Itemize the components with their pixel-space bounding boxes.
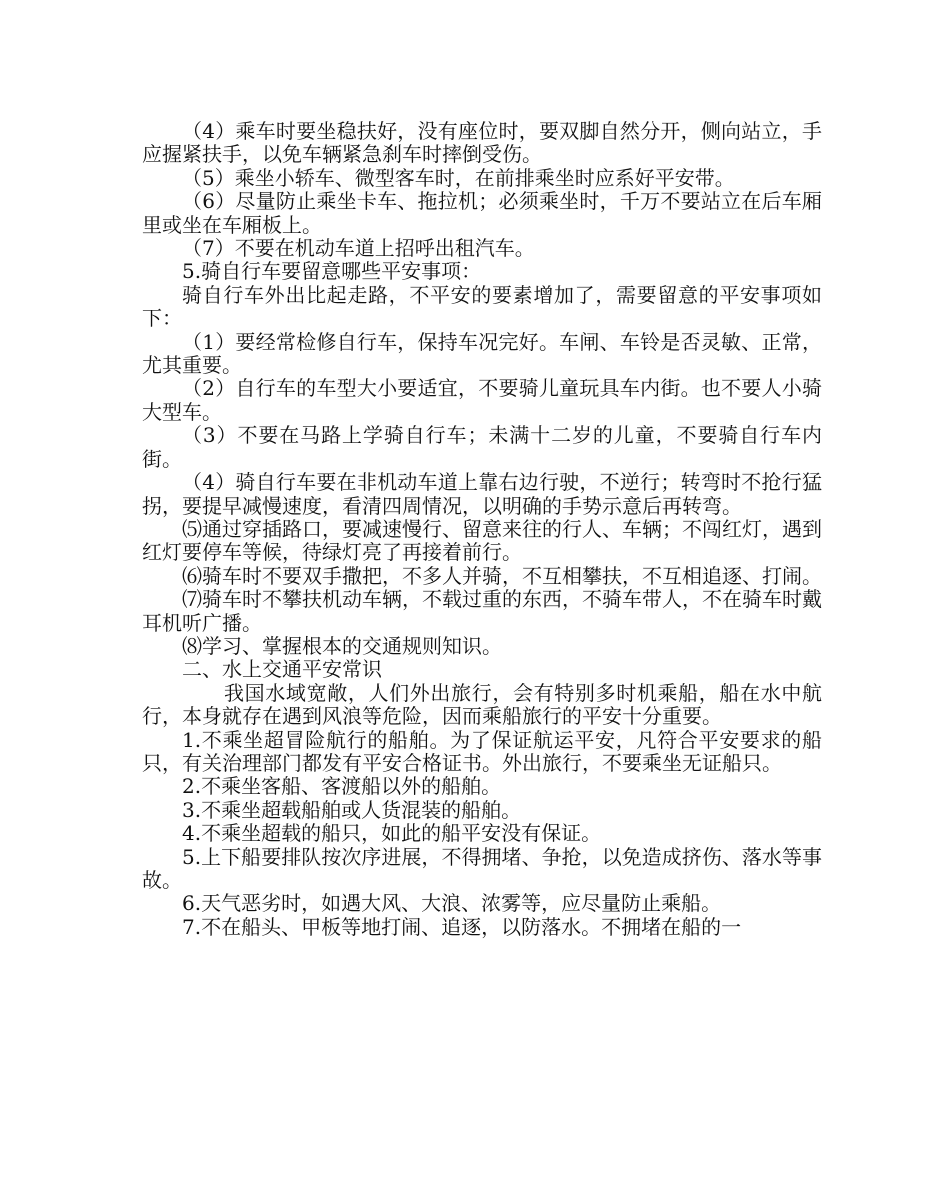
paragraph-14: ⑻学习、掌握根本的交通规则知识。 <box>182 633 502 658</box>
paragraph-6: 骑自行车外出比起走路，不平安的要素增加了，需要留意的平安事项如下： <box>142 282 822 331</box>
paragraph-23: 7.不在船头、甲板等地打闹、追逐，以防落水。不拥堵在船的一 <box>182 914 742 939</box>
paragraph-13: ⑺骑车时不攀扶机动车辆，不载过重的东西，不骑车带人，不在骑车时戴耳机听广播。 <box>142 587 822 635</box>
paragraph-17: 1.不乘坐超冒险航行的船舶。为了保证航运平安，凡符合平安要求的船只，有关治理部门都发有平安合格证书。外出旅行，不要乘坐无证船只。 <box>142 727 822 775</box>
paragraph-11: ⑸通过穿插路口，要减速慢行、留意来往的行人、车辆；不闯红灯，遇到红灯要停车等候，待绿灯亮了再接着前行。 <box>142 516 822 565</box>
paragraph-8: （2）自行车的车型大小要适宜，不要骑儿童玩具车内街。也不要人小骑大型车。 <box>142 376 822 424</box>
paragraph-18: 2.不乘坐客船、客渡船以外的船舶。 <box>182 774 502 799</box>
paragraph-20: 4.不乘坐超载的船只，如此的船平安没有保证。 <box>182 821 602 846</box>
paragraph-16: 我国水域宽敞，人们外出旅行，会有特别多时机乘船，船在水中航行，本身就存在遇到风浪等危险，因而乘船旅行的平安十分重要。 <box>142 680 822 729</box>
section-heading-water: 二、水上交通平安常识 <box>182 657 382 682</box>
paragraph-12: ⑹骑车时不要双手撒把，不多人并骑，不互相攀扶，不互相追逐、打闹。 <box>182 563 822 588</box>
section-heading-bicycle: 5.骑自行车要留意哪些平安事项： <box>182 259 482 284</box>
document-body <box>142 120 822 939</box>
paragraph-4: （7）不要在机动车道上招呼出租汽车。 <box>182 236 535 261</box>
paragraph-22: 6.天气恶劣时，如遇大风、大浪、浓雾等，应尽量防止乘船。 <box>182 891 722 916</box>
paragraph-19: 3.不乘坐超载船舶或人货混装的船舶。 <box>182 797 522 822</box>
paragraph-21: 5.上下船要排队按次序进展，不得拥堵、争抢，以免造成挤伤、落水等事故。 <box>142 844 822 892</box>
paragraph-9: （3）不要在马路上学骑自行车；未满十二岁的儿童，不要骑自行车内街。 <box>142 423 822 471</box>
paragraph-3: （6）尽量防止乘坐卡车、拖拉机；必须乘坐时，千万不要站立在后车厢里或坐在车厢板上。 <box>142 189 822 237</box>
paragraph-1: （4）乘车时要坐稳扶好，没有座位时，要双脚自然分开，侧向站立，手应握紧扶手，以免车辆紧急刹车时摔倒受伤。 <box>142 119 822 167</box>
paragraph-2: （5）乘坐小轿车、微型客车时，在前排乘坐时应系好平安带。 <box>182 165 735 190</box>
paragraph-10: （4）骑自行车要在非机动车道上靠右边行驶，不逆行；转弯时不抢行猛拐，要提早减慢速度，看清四周情况，以明确的手势示意后再转弯。 <box>142 470 822 518</box>
paragraph-7: （1）要经常检修自行车，保持车况完好。车闸、车铃是否灵敏、正常，尤其重要。 <box>142 329 822 378</box>
